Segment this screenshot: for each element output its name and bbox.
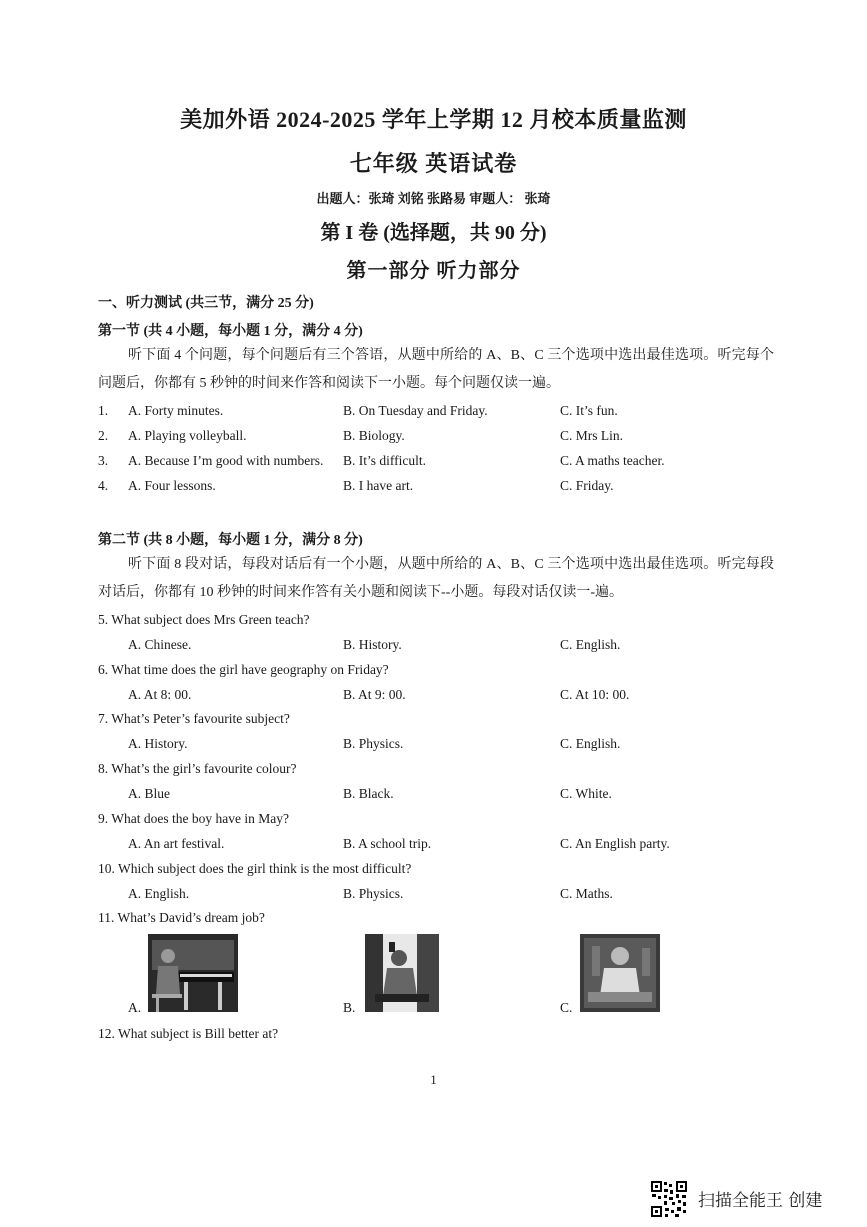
list-item (98, 478, 774, 500)
option-b: B. Black. (343, 786, 394, 801)
option-c: C. An English party. (560, 836, 670, 851)
options-row (98, 736, 774, 758)
options-row (98, 637, 774, 659)
option-a: A. Playing volleyball. (128, 428, 247, 443)
option-b: B. On Tuesday and Friday. (343, 403, 488, 418)
list-item (98, 428, 774, 450)
option-b-label: B. (343, 1000, 356, 1015)
sub2-heading: 第二节 (共 8 小题，每小题 1 分，满分 8 分) (98, 533, 363, 548)
option-a: A. Forty minutes. (128, 403, 224, 418)
question-text: 12. What subject is Bill better at? (98, 1026, 279, 1041)
option-a: A. At 8: 00. (128, 687, 192, 702)
exam-authors: 出题人：张琦 刘铭 张路易 审题人： 张琦 (316, 191, 551, 206)
option-c: C. Mrs Lin. (560, 428, 624, 443)
option-b: B. Physics. (343, 736, 404, 751)
item-number: 3. (98, 453, 109, 468)
option-a-label: A. (128, 1000, 142, 1015)
option-b: B. It’s difficult. (343, 453, 426, 468)
question-text: 6. What time does the girl have geography on Friday? (98, 662, 389, 677)
pianist-picture (148, 934, 238, 1012)
option-c: C. A maths teacher. (560, 453, 665, 468)
option-b: B. History. (343, 637, 402, 652)
option-c: C. It’s fun. (560, 403, 618, 418)
options-row (98, 886, 774, 908)
question-text: 8. What’s the girl’s favourite colour? (98, 761, 297, 776)
volume-heading: 第 I 卷 (选择题，共 90 分) (320, 222, 547, 244)
option-a: A. Blue (128, 786, 170, 801)
exam-subtitle: 七年级 英语试卷 (349, 151, 518, 176)
item-number: 2. (98, 428, 109, 443)
option-a: A. History. (128, 736, 188, 751)
options-row (98, 687, 774, 709)
sub2-instructions: 听下面 8 段对话，每段对话后有一个小题，从题中所给的 A、B、C 三个选项中选出最佳选项。听完每段对话后，你都有 10 秒钟的时间来作答有关小题和阅读下--小题。每段对话仅读一-遍。 (98, 557, 774, 600)
option-b: B. I have art. (343, 478, 414, 493)
option-c: C. English. (560, 736, 621, 751)
option-a: A. Four lessons. (128, 478, 216, 493)
exam-title: 美加外语 2024-2025 学年上学期 12 月校本质量监测 (180, 107, 687, 132)
question-text: 11. What’s David’s dream job? (98, 910, 265, 925)
option-c: C. Friday. (560, 478, 614, 493)
repair-worker-picture (365, 934, 439, 1012)
question-text: 5. What subject does Mrs Green teach? (98, 612, 310, 627)
option-a: A. An art festival. (128, 836, 225, 851)
sub1-heading: 第一节 (共 4 小题，每小题 1 分，满分 4 分) (98, 324, 363, 339)
option-c: C. Maths. (560, 886, 613, 901)
option-b: B. Biology. (343, 428, 405, 443)
options-row (98, 786, 774, 808)
sub1-instructions: 听下面 4 个问题，每个问题后有三个答语，从题中所给的 A、B、C 三个选项中选出最佳选项。听完每个问题后，你都有 5 秒钟的时间来作答和阅读下一小题。每个问题仅读一遍。 (98, 348, 774, 391)
option-c: C. At 10: 00. (560, 687, 630, 702)
option-c-label: C. (560, 1000, 573, 1015)
options-row (98, 836, 774, 858)
list-item (98, 453, 774, 475)
item-number: 1. (98, 403, 109, 418)
question-text: 10. Which subject does the girl think is the most difficult? (98, 861, 412, 876)
scanner-watermark-text: 扫描全能王 创建 (698, 1191, 823, 1211)
option-b: B. Physics. (343, 886, 404, 901)
question-text: 7. What’s Peter’s favourite subject? (98, 711, 290, 726)
option-a: A. Because I’m good with numbers. (128, 453, 324, 468)
question-text: 9. What does the boy have in May? (98, 811, 289, 826)
option-a: A. Chinese. (128, 637, 192, 652)
option-b: B. At 9: 00. (343, 687, 406, 702)
qr-code-icon (650, 1180, 688, 1218)
option-c: C. English. (560, 637, 621, 652)
option-b: B. A school trip. (343, 836, 432, 851)
list-item (98, 403, 774, 425)
option-a: A. English. (128, 886, 190, 901)
doctor-picture (580, 934, 660, 1012)
part-heading: 第一部分 听力部分 (346, 260, 521, 282)
item-number: 4. (98, 478, 109, 493)
section-heading: 一、听力测试 (共三节，满分 25 分) (98, 296, 314, 311)
option-c: C. White. (560, 786, 612, 801)
page-number: 1 (430, 1072, 437, 1087)
